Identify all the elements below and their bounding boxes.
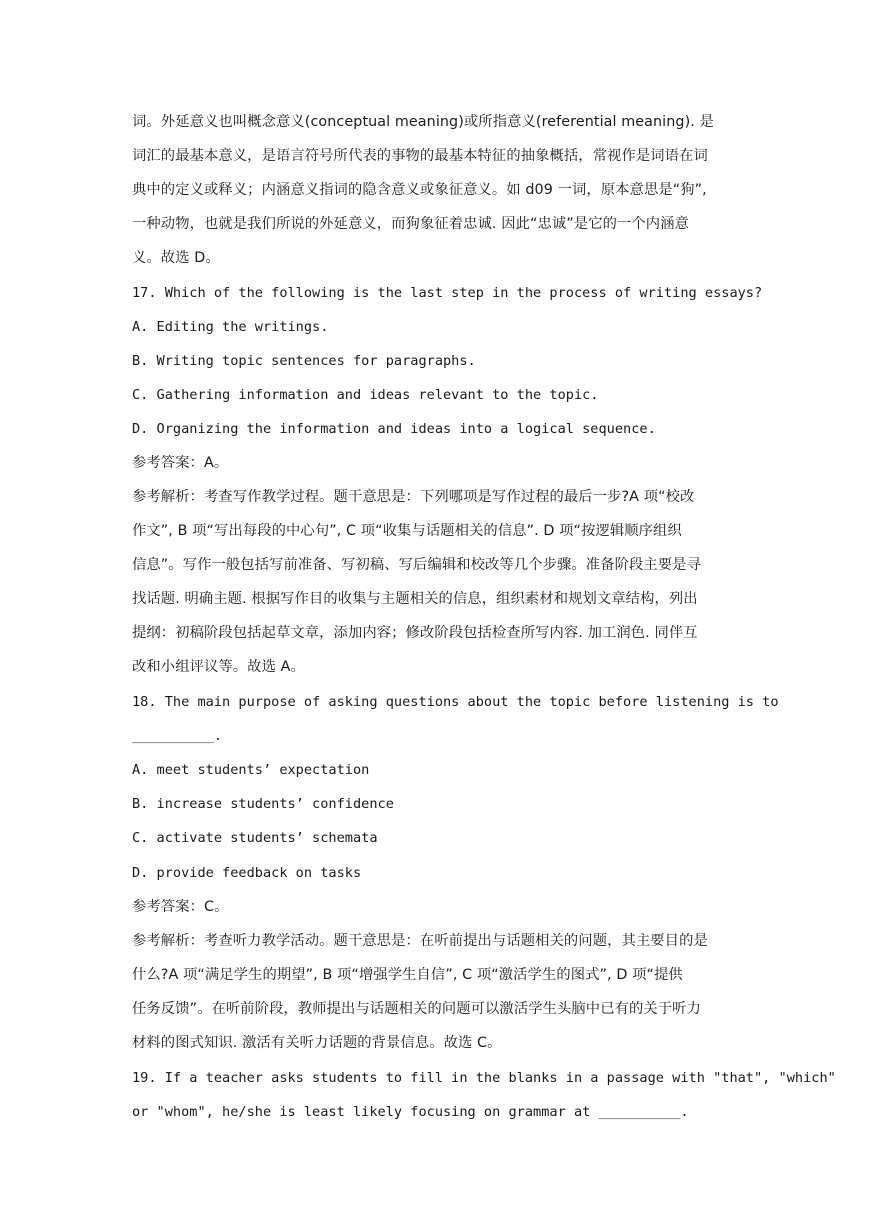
question-19-line-2: or "whom", he/she is least likely focusing on grammar at __________. [132, 1104, 689, 1120]
q18-explanation-line-1: 参考解析：考查听力教学活动。题干意思是：在听前提出与话题相关的问题，其主要目的是 [132, 933, 708, 949]
prev-explanation-line-4: 一种动物，也就是我们所说的外延意义，而狗象征着忠诚. 因此“忠诚”是它的一个内涵意 [132, 216, 689, 232]
question-18-line-1: 18. The main purpose of asking questions about the topic before listening is to [132, 694, 779, 710]
question-17: 17. Which of the following is the last step in the process of writing essays? [132, 285, 763, 301]
prev-explanation-line-1: 词。外延意义也叫概念意义(conceptual meaning)或所指意义(referential meaning). 是 [132, 114, 714, 130]
q18-explanation-line-3: 任务反馈”。在听前阶段，教师提出与话题相关的问题可以激活学生头脑中已有的关于听力 [132, 1001, 701, 1017]
q18-option-b: B. increase students’ confidence [132, 796, 394, 812]
prev-explanation-line-5: 义。故选 D。 [132, 250, 220, 266]
q18-option-c: C. activate students’ schemata [132, 830, 378, 846]
q18-explanation-line-2: 什么?A 项“满足学生的期望”, B 项“增强学生自信”, C 项“激活学生的图式”, D 项“提供 [132, 967, 683, 983]
q18-explanation-line-4: 材料的图式知识. 激活有关听力话题的背景信息。故选 C。 [132, 1035, 502, 1051]
q17-option-a: A. Editing the writings. [132, 319, 329, 335]
q17-option-c: C. Gathering information and ideas relevant to the topic. [132, 387, 599, 403]
prev-explanation-line-3: 典中的定义或释义；内涵意义指词的隐含意义或象征意义。如 d09 一词，原本意思是“狗”, [132, 182, 707, 198]
q17-explanation-line-5: 提纲：初稿阶段包括起草文章，添加内容；修改阶段包括检查所写内容. 加工润色. 同伴互 [132, 625, 698, 641]
q17-option-d: D. Organizing the information and ideas into a logical sequence. [132, 421, 656, 437]
q17-explanation-line-3: 信息”。写作一般包括写前准备、写初稿、写后编辑和校改等几个步骤。准备阶段主要是寻 [132, 557, 701, 573]
q17-explanation-line-2: 作文”, B 项“写出每段的中心句”, C 项“收集与话题相关的信息”. D 项“按逻辑顺序组织 [132, 523, 682, 539]
q17-explanation-line-4: 找话题. 明确主题. 根据写作目的收集与主题相关的信息，组织素材和规划文章结构，列出 [132, 591, 698, 607]
question-19-line-1: 19. If a teacher asks students to fill in the blanks in a passage with "that", "which" [132, 1070, 836, 1086]
q17-option-b: B. Writing topic sentences for paragraphs. [132, 353, 476, 369]
q17-answer: 参考答案：A。 [132, 455, 229, 471]
q17-explanation-line-1: 参考解析：考查写作教学过程。题干意思是：下列哪项是写作过程的最后一步?A 项“校改 [132, 489, 695, 505]
question-18-line-2: __________. [132, 728, 223, 744]
q18-answer: 参考答案：C。 [132, 899, 229, 915]
prev-explanation-line-2: 词汇的最基本意义，是语言符号所代表的事物的最基本特征的抽象概括，常视作是词语在词 [132, 148, 708, 164]
q18-option-d: D. provide feedback on tasks [132, 865, 362, 881]
q18-option-a: A. meet students’ expectation [132, 762, 370, 778]
q17-explanation-line-6: 改和小组评议等。故选 A。 [132, 659, 305, 675]
